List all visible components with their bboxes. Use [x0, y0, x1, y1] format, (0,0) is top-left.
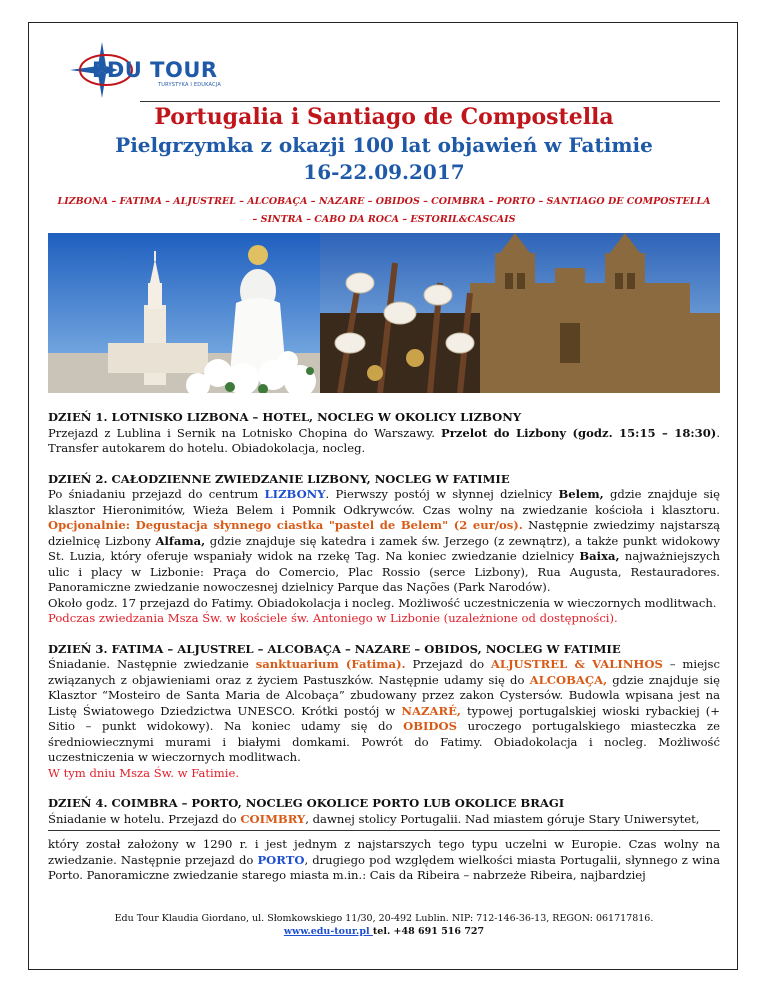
footer-phone: tel. +48 691 516 727: [372, 926, 485, 937]
day-3-text-i: typowej portugalskiej wioski rybackiej (+ Sitio – punkt widokowy). Na koniec udamy się do: [48, 703, 720, 733]
day-3-title: DZIEŃ 3. FATIMA – ALJUSTREL – ALCOBAÇA – NAZARE – OBIDOS, NOCLEG W FATIMIE: [48, 641, 621, 656]
day-2-text-i: gdzie znajduje się katedra i zamek św. Jerzego (z zewnątrz), a także punkt widokowy St. Luzia, który oferuje wspaniały widok na rzekę Tag. Na koniec zwiedzanie dzielnicy: [48, 533, 721, 563]
day-3: [48, 642, 720, 782]
day-3-nazare: NAZARÉ,: [401, 703, 461, 718]
day-3-text-e: – miejsc związanych z objawieniami oraz z życiem Pastuszków. Następnie udamy się do: [48, 657, 720, 687]
day-3-text-c: Przejazd do: [405, 657, 491, 671]
trip-dates: 16-22.09.2017: [303, 160, 465, 184]
day-1-text-a: Przejazd z Lublina i Sernik na Lotnisko Chopina do Warszawy.: [48, 425, 441, 440]
day-2-baixa: Baixa,: [579, 549, 620, 563]
day-2-belem: Belem,: [558, 487, 604, 501]
day-4-text-c: , dawnej stolicy Portugalii. Nad miastem góruje Stary Uniwersytet,: [305, 811, 700, 826]
day-2-mass: Podczas zwiedzania Msza Św. w kościele św. Antoniego w Lizbonie (uzależnione od dostępności).: [48, 611, 618, 625]
day-2-text-c: . Pierwszy postój w słynnej dzielnicy: [325, 487, 559, 501]
day-3-alcobaca: ALCOBAÇA,: [529, 672, 608, 687]
page-break-rule: [48, 830, 720, 831]
logo-name: EDU TOUR: [92, 58, 218, 82]
page-title: Portugalia i Santiago de Compostella: [154, 104, 614, 130]
header-divider: [140, 101, 720, 102]
day-2: [48, 472, 720, 627]
day-2-text-g: Następnie zwiedzimy najstarszą dzielnicę Lizbony: [48, 518, 720, 548]
day-2-text-l: Około godz. 17 przejazd do Fatimy. Obiadokolacja i nocleg. Możliwość uczestniczenia w wieczornych modlitwach.: [48, 595, 717, 610]
footer-address: Edu Tour Klaudia Giordano, ul. Słomkowskiego 11/30, 20-492 Lublin. NIP: 712-146-36-13, REGON: 061717816.: [114, 913, 654, 924]
day-2-optional: Opcjonalnie: Degustacja słynnego ciastka "pastel de Belem" (2 eur/os).: [48, 518, 523, 532]
day-3-text-k: uroczego portugalskiego miasteczka ze średniowiecznymi murami i białymi domkami. Powrót do Fatimy. Obiadokolacja i nocleg. Możliwość uczestniczenia w wieczornych modlitwach.: [48, 719, 721, 764]
day-4-text-a: Śniadanie w hotelu. Przejazd do: [48, 811, 241, 826]
day-2-lisbon: LIZBONY: [264, 487, 326, 501]
day-1: [48, 410, 720, 457]
day-2-evening: [48, 596, 720, 627]
day-3-mass: W tym dniu Msza Św. w Fatimie.: [48, 765, 240, 780]
route-list: [44, 193, 724, 229]
day-1-text-c: . Transfer autokarem do hotelu. Obiadokolacja, nocleg.: [48, 425, 720, 455]
route-line-2: – SINTRA – CABO DA ROCA – ESTORIL&CASCAIS: [252, 214, 516, 225]
route-line-1: LIZBONA – FATIMA – ALJUSTREL – ALCOBAÇA – NAZARE – OBIDOS – COIMBRA – PORTO – SANTIAGO DE COMPOSTELLA: [57, 196, 711, 207]
day-4-text-f: , drugiego pod względem wielkości miasta Portugalii, słynnego z wina Porto. Panoramiczne zwiedzanie starego miasta m.in.: Cais da Ribeira – nabrzeże Ribeira, najbardziej: [48, 852, 720, 882]
day-4: [48, 796, 720, 884]
day-3-aljustrel: ALJUSTREL & VALINHOS: [490, 657, 663, 671]
day-3-sanctuary: sanktuarium (Fatima).: [255, 657, 406, 671]
day-4-text-d: który został założony w 1290 r. i jest jednym z najstarszych tego typu uczelni w Europie. Czas wolny na zwiedzanie. Następnie przejazd do: [48, 837, 720, 867]
day-4-title: DZIEŃ 4. COIMBRA – PORTO, NOCLEG OKOLICE PORTO LUB OKOLICE BRAGI: [48, 796, 565, 810]
day-2-text-e: gdzie znajduje się klasztor Hieronimitów, Wieża Belem i Pomnik Odkrywców. Czas wolny na zwiedzanie kościoła i klasztoru.: [48, 487, 720, 517]
itinerary: [48, 410, 720, 884]
day-4-coimbra: COIMBRY: [240, 811, 306, 826]
day-3-text-g: gdzie znajduje się Klasztor “Mosteiro de Santa Maria de Alcobaça” zbudowany przez zakon Cystersów. Budowla wpisana jest na Listę Światowego Dziedzictwa UNESCO. Krótki postój w: [48, 672, 720, 718]
day-2-alfama: Alfama,: [155, 533, 206, 548]
edu-tour-logo: [62, 40, 232, 100]
day-2-text-a: Po śniadaniu przejazd do centrum: [48, 487, 265, 501]
logo-tagline: TURYSTYKA I EDUKACJA: [158, 82, 221, 88]
day-1-title: DZIEŃ 1. LOTNISKO LIZBONA – HOTEL, NOCLEG W OKOLICY LIZBONY: [48, 410, 522, 424]
day-2-text-k: najważniejszych ulic i placy w Lizbonie: Praça do Comercio, Plac Rossio (serce Lizbony), Rua Augusta, Restauradores. Panoramiczne zwiedzanie nowoczesnej dzielnicy Parque das Nações (Park Narodów).: [48, 549, 720, 594]
santiago-cathedral-photo: [320, 233, 720, 393]
day-4-porto: PORTO: [257, 852, 305, 867]
day-3-obidos: OBIDOS: [403, 719, 457, 733]
day-1-flight: Przelot do Lizbony (godz. 15:15 – 18:30): [440, 425, 717, 440]
website-link[interactable]: www.edu-tour.pl: [283, 926, 373, 937]
footer: [0, 912, 768, 938]
day-2-title: DZIEŃ 2. CAŁODZIENNE ZWIEDZANIE LIZBONY, NOCLEG W FATIMIE: [48, 471, 510, 486]
day-3-text-a: Śniadanie. Następnie zwiedzanie: [48, 657, 256, 671]
fatima-sanctuary-photo: [48, 233, 320, 393]
page-subtitle: Pielgrzymka z okazji 100 lat objawień w Fatimie: [115, 133, 653, 157]
